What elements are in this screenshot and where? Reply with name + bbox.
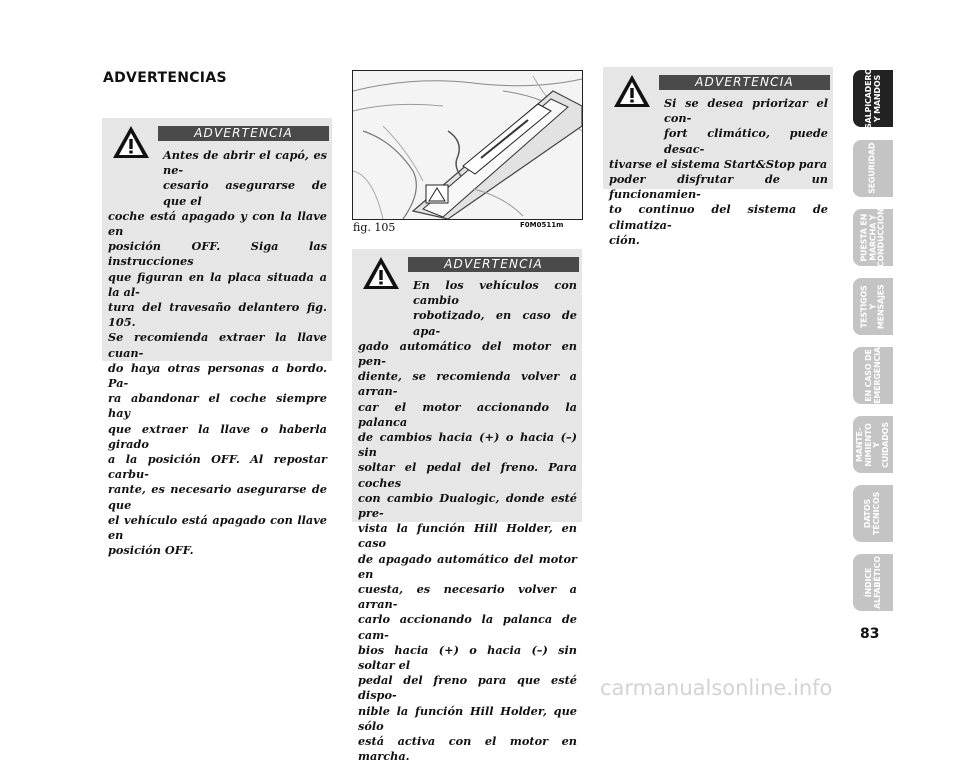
watermark-text: carmanualsonline.info [600, 676, 833, 700]
warning-text-left: Antes de abrir el capó, es ne- cesario asegurarse de que el coche está apagado y con la llave en posición OFF. Siga las instrucciones que figuran en la placa situada a la al- tura del travesaño delantero fig. 105. Se recomienda extraer la llave cuan- do haya otras personas a bordo. Pa- ra abandonar el coche siempre hay que extraer la llave o haberla girado a la posición OFF. Al repostar carbu- rante, es necesario asegurarse de que el vehículo está apagado con llave en posición OFF. [108, 148, 327, 558]
tab-puesta-en-marcha[interactable]: PUESTA EN MARCHA Y CONDUCCIÓN [853, 209, 893, 266]
engine-bay-illustration [353, 71, 582, 219]
tab-mantenimiento[interactable]: MANTE- NIMIENTO Y CUIDADOS [853, 416, 893, 473]
tab-indice-alfabetico[interactable]: ÍNDICE ALFABÉTICO [853, 554, 893, 611]
figure-caption: fig. 105 [353, 221, 396, 234]
warning-label: ADVERTENCIA [158, 126, 329, 141]
tab-testigos-y-mensajes[interactable]: TESTIGOS Y MENSAJES [853, 278, 893, 335]
tab-en-caso-de-emergencia[interactable]: EN CASO DE EMERGENCIA [853, 347, 893, 404]
tab-salpicadero-y-mandos[interactable]: SALPICADERO Y MANDOS [853, 70, 893, 127]
section-title: ADVERTENCIAS [103, 70, 227, 86]
tab-seguridad[interactable]: SEGURIDAD [853, 140, 893, 197]
figure-105-image [352, 70, 583, 220]
warning-text-middle: En los vehículos con cambio robotizado, en caso de apa- gado automático del motor en pen- diente, se recomienda volver a arran- car el motor accionando la palanca de cambios hacia (+) o hacia (–) sin soltar el pedal del freno. Para coches con cambio Dualogic, donde esté pre- vista la función Hill Holder, en caso de apagado automático del motor en cuesta, es necesario volver a arran- carlo accionando la palanca de cam- bios hacia (+) o hacia (–) sin soltar el pedal del freno para que esté dispo- nible la función Hill Holder, que sólo está activa con el motor en marcha. [358, 278, 577, 764]
warning-label: ADVERTENCIA [408, 257, 579, 272]
warning-label: ADVERTENCIA [659, 75, 830, 90]
warning-box-left [102, 118, 332, 558]
warning-box-right [603, 67, 833, 247]
tab-datos-tecnicos[interactable]: DATOS TÉCNICOS [853, 485, 893, 542]
figure-code: F0M0511m [520, 221, 564, 229]
warning-text-right: Si se desea priorizar el con- fort climático, puede desac- tivarse el sistema Start&Stop para poder disfrutar de un funcionamien- to continuo del sistema de climatiza- ción. [609, 96, 828, 247]
page-number: 83 [860, 626, 880, 642]
warning-box-middle [352, 249, 582, 764]
